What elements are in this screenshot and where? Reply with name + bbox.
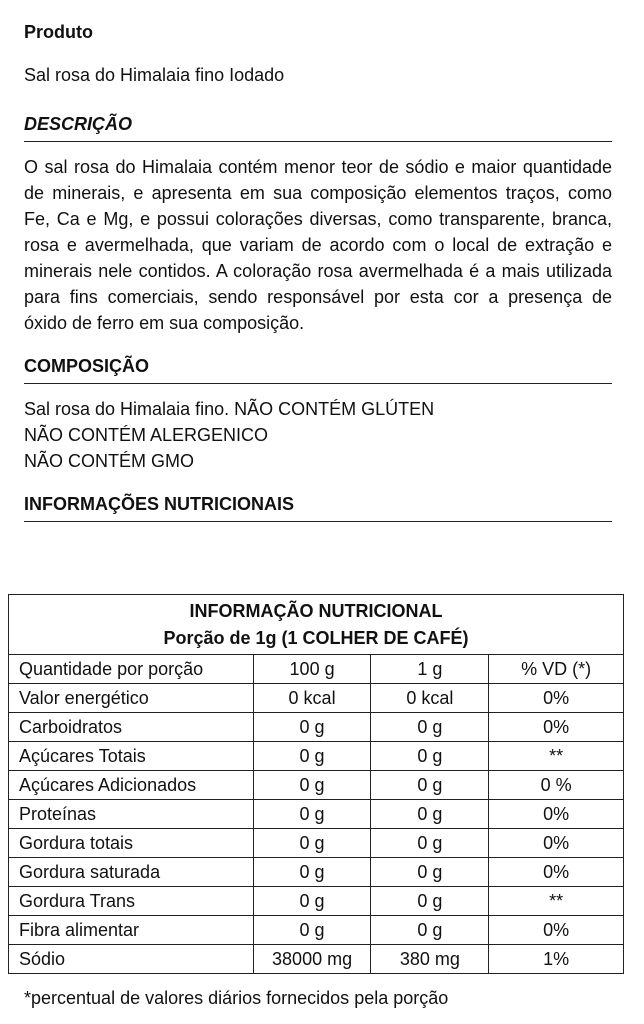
table-row [9, 742, 624, 771]
value-100g: 0 g [253, 742, 371, 771]
table-row [9, 858, 624, 887]
produto-name: Sal rosa do Himalaia fino Iodado [24, 65, 285, 85]
table-row [9, 916, 624, 945]
header-cell: 1 g [371, 655, 489, 684]
value-100g: 0 g [253, 713, 371, 742]
nutrient-name: Valor energético [9, 684, 254, 713]
composicao-line: NÃO CONTÉM ALERGENICO [24, 425, 269, 445]
value-100g: 38000 mg [253, 945, 371, 974]
header-cell: 100 g [253, 655, 371, 684]
value-1g: 0 g [371, 829, 489, 858]
nutrient-name: Carboidratos [9, 713, 254, 742]
table-caption-row [9, 595, 624, 655]
nutrition-table [8, 594, 624, 974]
value-100g: 0 g [253, 858, 371, 887]
table-title: INFORMAÇÃO NUTRICIONAL [189, 600, 443, 621]
table-row [9, 800, 624, 829]
value-100g: 0 g [253, 916, 371, 945]
nutrient-name: Açúcares Adicionados [9, 771, 254, 800]
composicao-heading: COMPOSIÇÃO [24, 356, 612, 384]
value-100g: 0 g [253, 829, 371, 858]
composicao-line: NÃO CONTÉM GMO [24, 451, 194, 471]
nutrient-name: Proteínas [9, 800, 254, 829]
composicao-list [24, 396, 612, 474]
value-1g: 0 g [371, 771, 489, 800]
value-vd: 1% [489, 945, 624, 974]
product-sheet [22, 18, 612, 522]
nutrient-name: Gordura Trans [9, 887, 254, 916]
nutrient-name: Sódio [9, 945, 254, 974]
value-vd: 0% [489, 916, 624, 945]
nutrient-name: Açúcares Totais [9, 742, 254, 771]
table-header-row [9, 655, 624, 684]
composicao-line: Sal rosa do Himalaia fino. NÃO CONTÉM GLÚTEN [24, 399, 435, 419]
value-100g: 0 g [253, 771, 371, 800]
nutrient-name: Fibra alimentar [9, 916, 254, 945]
value-1g: 0 g [371, 713, 489, 742]
value-1g: 0 kcal [371, 684, 489, 713]
value-100g: 0 kcal [253, 684, 371, 713]
footnote: *percentual de valores diários fornecidos pela porção [24, 988, 449, 1008]
nutrient-name: Gordura totais [9, 829, 254, 858]
table-row [9, 713, 624, 742]
value-1g: 380 mg [371, 945, 489, 974]
table-row [9, 771, 624, 800]
value-1g: 0 g [371, 887, 489, 916]
value-vd: ** [489, 742, 624, 771]
header-cell: % VD (*) [489, 655, 624, 684]
table-serving: Porção de 1g (1 COLHER DE CAFÉ) [163, 627, 469, 648]
value-1g: 0 g [371, 742, 489, 771]
value-1g: 0 g [371, 858, 489, 887]
table-row [9, 945, 624, 974]
table-row [9, 887, 624, 916]
value-vd: ** [489, 887, 624, 916]
value-100g: 0 g [253, 887, 371, 916]
value-vd: 0% [489, 800, 624, 829]
value-vd: 0 % [489, 771, 624, 800]
nutrient-name: Gordura saturada [9, 858, 254, 887]
value-1g: 0 g [371, 800, 489, 829]
value-100g: 0 g [253, 800, 371, 829]
table-row [9, 829, 624, 858]
info-nutricionais-heading: INFORMAÇÕES NUTRICIONAIS [24, 494, 612, 522]
descricao-heading: DESCRIÇÃO [24, 114, 612, 142]
value-vd: 0% [489, 684, 624, 713]
descricao-text: O sal rosa do Himalaia contém menor teor de sódio e maior quantidade de minerais, e apresenta em sua composição elementos traços, como Fe, Ca e Mg, e possui colorações diversas, como transparente, branca, rosa e avermelhada, que variam de acordo com o local de extração e minerais nele contidos. A coloração rosa avermelhada é a mais utilizada para fins comerciais, sendo responsável por esta cor a presença de óxido de ferro em sua composição. [24, 157, 612, 333]
header-cell: Quantidade por porção [9, 655, 254, 684]
value-vd: 0% [489, 713, 624, 742]
table-row [9, 684, 624, 713]
value-1g: 0 g [371, 916, 489, 945]
value-vd: 0% [489, 858, 624, 887]
table-caption [9, 595, 624, 655]
value-vd: 0% [489, 829, 624, 858]
produto-label: Produto [24, 22, 93, 42]
